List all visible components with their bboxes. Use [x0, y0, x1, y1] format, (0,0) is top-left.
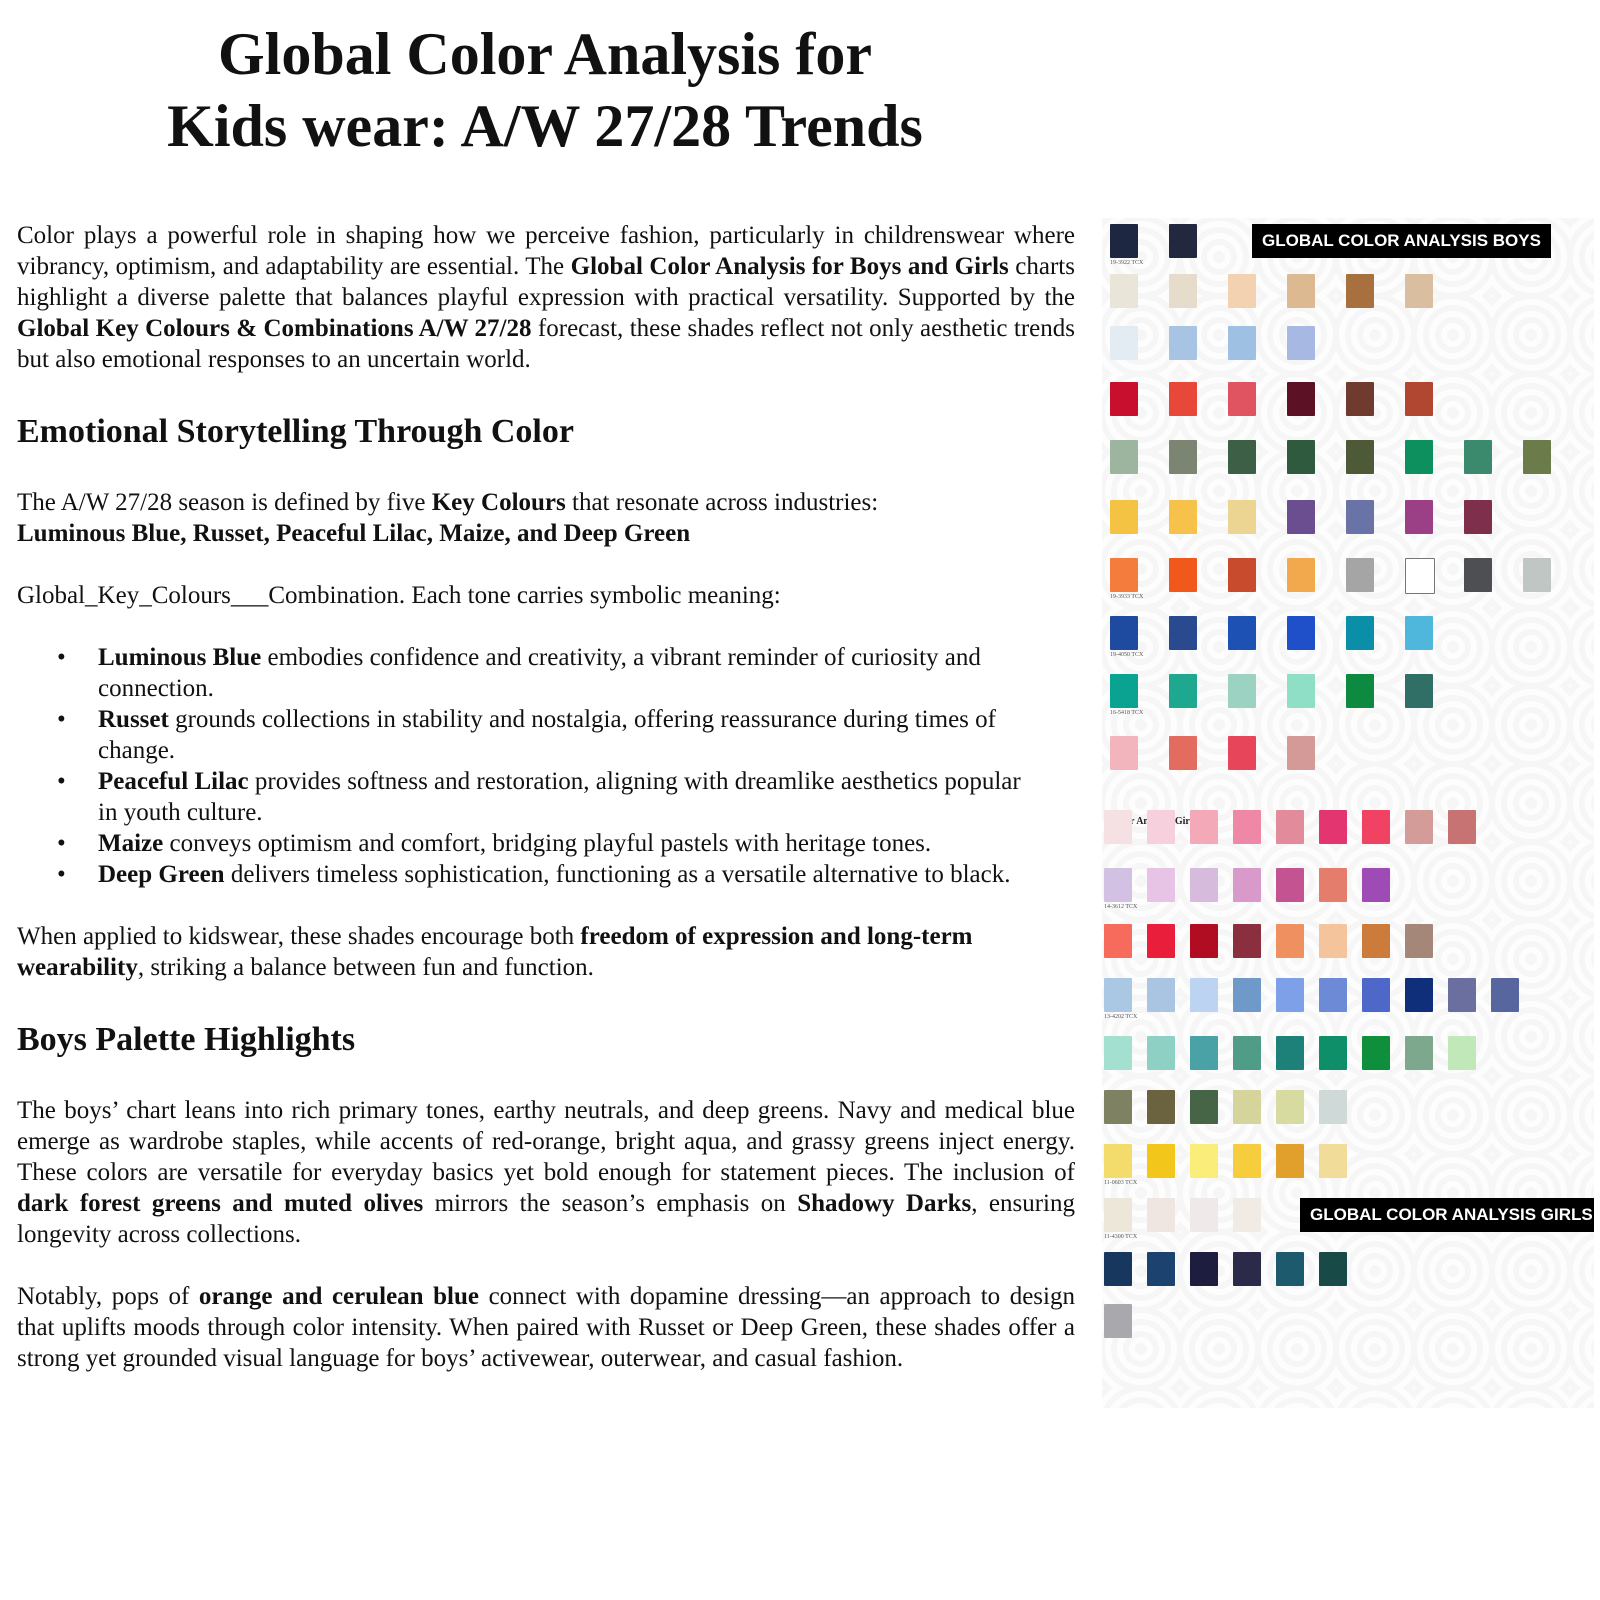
- boys-color-swatch: [1110, 382, 1138, 416]
- bullet-text: conveys optimism and comfort, bridging playful pastels with heritage tones.: [163, 830, 932, 857]
- boys-color-code: 19-3922 TCX: [1110, 260, 1144, 266]
- boys-color-swatch: [1405, 382, 1433, 416]
- boys-paragraph-2: [17, 1281, 1075, 1374]
- boys-color-swatch: [1228, 736, 1256, 770]
- girls-color-swatch: [1104, 1090, 1132, 1124]
- key-colours-text-2: that resonate across industries:: [565, 489, 879, 516]
- girls-swatch-row: [1102, 1144, 1594, 1184]
- girls-swatch-row: [1102, 810, 1594, 850]
- boys-color-swatch: [1169, 674, 1197, 708]
- boys-color-swatch: [1110, 500, 1138, 534]
- intro-text-3: forecast, these shades reflect not only aesthetic trends but also emotional responses to an uncertain world.: [17, 315, 1075, 373]
- girls-color-swatch: [1448, 1036, 1476, 1070]
- list-item: [17, 766, 1075, 828]
- boys-chart-label: GLOBAL COLOR ANALYSIS BOYS: [1252, 224, 1551, 258]
- boys-text-1: The boys’ chart leans into rich primary tones, earthy neutrals, and deep greens. Navy and medical blue emerge as wardrobe staples, while accents of red-orange, bright aqua, and grassy greens inject energy. These colors are versatile for everyday basics yet bold enough for statement pieces. The inclusion of: [17, 1097, 1075, 1186]
- girls-swatch-row: [1102, 1252, 1594, 1292]
- boys-color-swatch: [1346, 274, 1374, 308]
- intro-text-1: Color plays a powerful role in shaping how we perceive fashion, particularly in childrenswear where vibrancy, optimism, and adaptability are essential. The: [17, 222, 1075, 280]
- girls-color-swatch: [1276, 924, 1304, 958]
- girls-color-swatch: [1147, 1252, 1175, 1286]
- girls-color-code: 14-3612 TCX: [1104, 904, 1138, 910]
- boys-color-swatch: [1405, 274, 1433, 308]
- boys-color-swatch: [1405, 500, 1433, 534]
- article-body: [17, 220, 1075, 1374]
- girls-color-swatch: [1104, 978, 1132, 1012]
- girls-color-swatch: [1233, 868, 1261, 902]
- boys-swatch-row: [1102, 224, 1594, 264]
- boys-color-swatch: [1464, 440, 1492, 474]
- boys-color-swatch: [1228, 558, 1256, 592]
- kidswear-paragraph: [17, 921, 1075, 983]
- boys-color-swatch: [1346, 500, 1374, 534]
- boys-text-3: , ensuring longevity across collections.: [17, 1190, 1075, 1248]
- spacer: [17, 456, 1075, 487]
- girls-color-swatch: [1448, 810, 1476, 844]
- boys-color-swatch: [1169, 558, 1197, 592]
- boys-swatch-row: [1102, 558, 1594, 598]
- boys-color-swatch: [1228, 674, 1256, 708]
- boys-color-swatch: [1228, 500, 1256, 534]
- girls-color-swatch: [1276, 1144, 1304, 1178]
- girls-color-swatch: [1190, 924, 1218, 958]
- section-heading-emotional: Emotional Storytelling Through Color: [17, 413, 574, 450]
- girls-color-swatch: [1405, 924, 1433, 958]
- girls-color-swatch: [1276, 810, 1304, 844]
- boys-color-swatch: [1169, 500, 1197, 534]
- key-colours-list: Luminous Blue, Russet, Peaceful Lilac, Maize, and Deep Green: [17, 520, 691, 547]
- girls-color-swatch: [1190, 1252, 1218, 1286]
- boys-color-swatch: [1169, 274, 1197, 308]
- boys-color-swatch: [1110, 224, 1138, 258]
- girls-color-swatch: [1276, 978, 1304, 1012]
- girls-color-swatch: [1233, 1198, 1261, 1232]
- kidswear-text-1: When applied to kidswear, these shades encourage both: [17, 923, 581, 950]
- bullet-text: provides softness and restoration, aligning with dreamlike aesthetics popular in youth culture.: [98, 768, 1021, 826]
- intro-bold-2: Global Key Colours & Combinations A/W 27/28: [17, 315, 532, 342]
- section-heading-boys: Boys Palette Highlights: [17, 1021, 356, 1058]
- bullet-text: embodies confidence and creativity, a vibrant reminder of curiosity and connection.: [98, 644, 981, 702]
- girls-color-swatch: [1233, 1090, 1261, 1124]
- girls-chart-small-label: Girls: [1174, 816, 1197, 827]
- boys-color-swatch: [1287, 382, 1315, 416]
- bullet-term: Peaceful Lilac: [98, 768, 249, 795]
- boys-color-swatch: [1169, 616, 1197, 650]
- boys-p2-bold: orange and cerulean blue: [198, 1283, 480, 1310]
- boys-color-swatch: [1110, 616, 1138, 650]
- girls-color-swatch: [1147, 1198, 1175, 1232]
- girls-color-swatch: [1319, 978, 1347, 1012]
- boys-color-swatch: [1523, 440, 1551, 474]
- girls-color-swatch: [1190, 1198, 1218, 1232]
- boys-color-swatch: [1228, 326, 1256, 360]
- boys-color-swatch: [1287, 326, 1315, 360]
- girls-color-swatch: [1319, 868, 1347, 902]
- bullet-term: Deep Green: [98, 861, 225, 888]
- boys-bold-1: dark forest greens and muted olives: [17, 1190, 424, 1217]
- girls-color-swatch: [1190, 868, 1218, 902]
- boys-swatch-row: [1102, 326, 1594, 366]
- title-line-2: Kids wear: A/W 27/28 Trends: [167, 93, 923, 159]
- girls-swatch-row: [1102, 868, 1594, 908]
- girls-color-swatch: [1190, 810, 1218, 844]
- boys-color-swatch: [1169, 382, 1197, 416]
- boys-color-swatch: [1464, 558, 1492, 592]
- boys-swatch-row: [1102, 382, 1594, 422]
- boys-color-swatch: [1287, 736, 1315, 770]
- girls-color-swatch: [1104, 1144, 1132, 1178]
- girls-color-swatch: [1319, 924, 1347, 958]
- boys-color-swatch: [1228, 382, 1256, 416]
- girls-color-swatch: [1362, 978, 1390, 1012]
- girls-color-swatch: [1362, 810, 1390, 844]
- girls-color-swatch: [1233, 1036, 1261, 1070]
- girls-color-swatch: [1104, 1198, 1132, 1232]
- boys-color-swatch: [1287, 674, 1315, 708]
- boys-color-swatch: [1287, 558, 1315, 592]
- girls-color-swatch: [1362, 924, 1390, 958]
- boys-color-swatch: [1346, 674, 1374, 708]
- bullet-text: grounds collections in stability and nostalgia, offering reassurance during times of change.: [98, 706, 996, 764]
- girls-color-swatch: [1319, 1144, 1347, 1178]
- boys-swatch-row: [1102, 500, 1594, 540]
- girls-color-swatch: [1190, 1036, 1218, 1070]
- boys-color-code: 16-5418 TCX: [1110, 710, 1144, 716]
- boys-p2-text-2: connect with dopamine dressing—an approach to design that uplifts moods through color intensity. When paired with Russet or Deep Green, these shades offer a strong yet grounded visual language for boys’ activewear, outerwear, and casual fashion.: [17, 1283, 1075, 1372]
- boys-swatch-row: [1102, 616, 1594, 656]
- boys-swatch-row: [1102, 674, 1594, 714]
- boys-color-swatch: [1228, 440, 1256, 474]
- spacer: [17, 890, 1075, 921]
- color-analysis-chart: [1102, 218, 1594, 1408]
- girls-color-swatch: [1104, 924, 1132, 958]
- kidswear-bold: freedom of expression and long-term wearability: [17, 923, 973, 981]
- girls-color-swatch: [1104, 1036, 1132, 1070]
- boys-color-swatch: [1169, 224, 1197, 258]
- boys-color-swatch: [1110, 440, 1138, 474]
- girls-color-swatch: [1190, 978, 1218, 1012]
- boys-paragraph-1: [17, 1095, 1075, 1250]
- girls-color-swatch: [1319, 1090, 1347, 1124]
- girls-color-swatch: [1233, 1144, 1261, 1178]
- girls-color-swatch: [1190, 1144, 1218, 1178]
- boys-color-swatch: [1169, 440, 1197, 474]
- boys-bold-2: Shadowy Darks: [797, 1190, 972, 1217]
- girls-color-swatch: [1147, 1144, 1175, 1178]
- boys-p2-text-1: Notably, pops of: [17, 1283, 199, 1310]
- boys-color-swatch: [1287, 500, 1315, 534]
- title-line-1: Global Color Analysis for: [218, 21, 872, 87]
- girls-color-swatch: [1233, 924, 1261, 958]
- page-title: [0, 18, 1090, 162]
- girls-chart-label: GLOBAL COLOR ANALYSIS GIRLS: [1300, 1198, 1594, 1232]
- boys-color-swatch: [1405, 674, 1433, 708]
- boys-color-swatch: [1405, 616, 1433, 650]
- girls-color-swatch: [1104, 1304, 1132, 1338]
- girls-color-swatch: [1405, 810, 1433, 844]
- boys-color-swatch: [1169, 326, 1197, 360]
- intro-paragraph: [17, 220, 1075, 375]
- boys-color-swatch: [1169, 736, 1197, 770]
- girls-color-swatch: [1491, 978, 1519, 1012]
- girls-color-swatch: [1104, 868, 1132, 902]
- boys-color-swatch: [1464, 500, 1492, 534]
- girls-color-swatch: [1147, 924, 1175, 958]
- boys-text-2: mirrors the season’s emphasis on: [423, 1190, 798, 1217]
- boys-color-swatch: [1287, 440, 1315, 474]
- boys-color-code: 19-3933 TCX: [1110, 594, 1144, 600]
- girls-color-swatch: [1147, 1090, 1175, 1124]
- bullet-term: Maize: [98, 830, 164, 857]
- girls-color-code: 13-4202 TCX: [1104, 1014, 1138, 1020]
- girls-color-swatch: [1190, 1090, 1218, 1124]
- girls-color-swatch: [1362, 868, 1390, 902]
- list-item: [17, 704, 1075, 766]
- spacer: [17, 1064, 1075, 1095]
- girls-color-swatch: [1319, 1036, 1347, 1070]
- girls-color-swatch: [1104, 1252, 1132, 1286]
- boys-color-swatch: [1346, 558, 1374, 592]
- boys-swatch-row: [1102, 736, 1594, 776]
- boys-color-swatch: [1405, 558, 1435, 594]
- key-colours-bold-1: Key Colours: [431, 489, 566, 516]
- boys-color-swatch: [1110, 558, 1138, 592]
- spacer: [17, 1250, 1075, 1281]
- girls-color-swatch: [1233, 978, 1261, 1012]
- girls-color-swatch: [1319, 810, 1347, 844]
- girls-swatch-row: [1102, 1036, 1594, 1076]
- boys-color-code: 19-4050 TCX: [1110, 652, 1144, 658]
- intro-text-2: charts highlight a diverse palette that balances playful expression with practical versatility. Supported by the: [17, 253, 1075, 311]
- boys-color-swatch: [1523, 558, 1551, 592]
- bullet-term: Russet: [98, 706, 169, 733]
- spacer: [17, 611, 1075, 642]
- girls-color-swatch: [1448, 978, 1476, 1012]
- key-colours-bullets: [17, 642, 1075, 890]
- girls-color-swatch: [1405, 1036, 1433, 1070]
- spacer: [17, 983, 1075, 1014]
- boys-swatch-row: [1102, 274, 1594, 314]
- boys-color-swatch: [1110, 326, 1138, 360]
- girls-color-swatch: [1147, 868, 1175, 902]
- intro-bold-1: Global Color Analysis for Boys and Girls: [570, 253, 1009, 280]
- boys-color-swatch: [1110, 736, 1138, 770]
- list-item: [17, 859, 1075, 890]
- girls-color-swatch: [1104, 810, 1132, 844]
- boys-color-swatch: [1228, 274, 1256, 308]
- girls-color-swatch: [1276, 1252, 1304, 1286]
- boys-color-swatch: [1346, 440, 1374, 474]
- girls-color-swatch: [1233, 1252, 1261, 1286]
- spacer: [17, 549, 1075, 580]
- girls-color-code: 11-0603 TCX: [1104, 1180, 1138, 1186]
- girls-color-swatch: [1276, 868, 1304, 902]
- girls-swatch-row: [1102, 1198, 1594, 1238]
- list-item: [17, 642, 1075, 704]
- boys-color-swatch: [1287, 616, 1315, 650]
- girls-color-code: 11-4300 TCX: [1104, 1234, 1138, 1240]
- boys-color-swatch: [1346, 616, 1374, 650]
- boys-color-swatch: [1110, 274, 1138, 308]
- girls-color-swatch: [1276, 1036, 1304, 1070]
- boys-color-swatch: [1287, 274, 1315, 308]
- girls-swatch-row: [1102, 1304, 1594, 1344]
- key-colours-paragraph: [17, 487, 1075, 549]
- key-colours-text-1: The A/W 27/28 season is defined by five: [17, 489, 432, 516]
- bullet-term: Luminous Blue: [98, 644, 262, 671]
- girls-color-swatch: [1276, 1090, 1304, 1124]
- boys-color-swatch: [1346, 382, 1374, 416]
- boys-color-swatch: [1110, 674, 1138, 708]
- kidswear-text-2: , striking a balance between fun and function.: [137, 954, 594, 981]
- list-item: [17, 828, 1075, 859]
- girls-swatch-row: [1102, 978, 1594, 1018]
- spacer: [17, 375, 1075, 406]
- girls-color-swatch: [1147, 978, 1175, 1012]
- girls-color-swatch: [1233, 810, 1261, 844]
- combination-paragraph: Global_Key_Colours___Combination. Each tone carries symbolic meaning:: [17, 582, 781, 609]
- girls-color-swatch: [1362, 1036, 1390, 1070]
- girls-swatch-row: [1102, 924, 1594, 964]
- bullet-text: delivers timeless sophistication, functioning as a versatile alternative to black.: [224, 861, 1011, 888]
- boys-swatch-row: [1102, 440, 1594, 480]
- girls-color-swatch: [1405, 978, 1433, 1012]
- girls-swatch-row: [1102, 1090, 1594, 1130]
- girls-color-swatch: [1147, 1036, 1175, 1070]
- girls-color-swatch: [1319, 1252, 1347, 1286]
- girls-color-swatch: [1147, 810, 1175, 844]
- boys-color-swatch: [1405, 440, 1433, 474]
- boys-color-swatch: [1228, 616, 1256, 650]
